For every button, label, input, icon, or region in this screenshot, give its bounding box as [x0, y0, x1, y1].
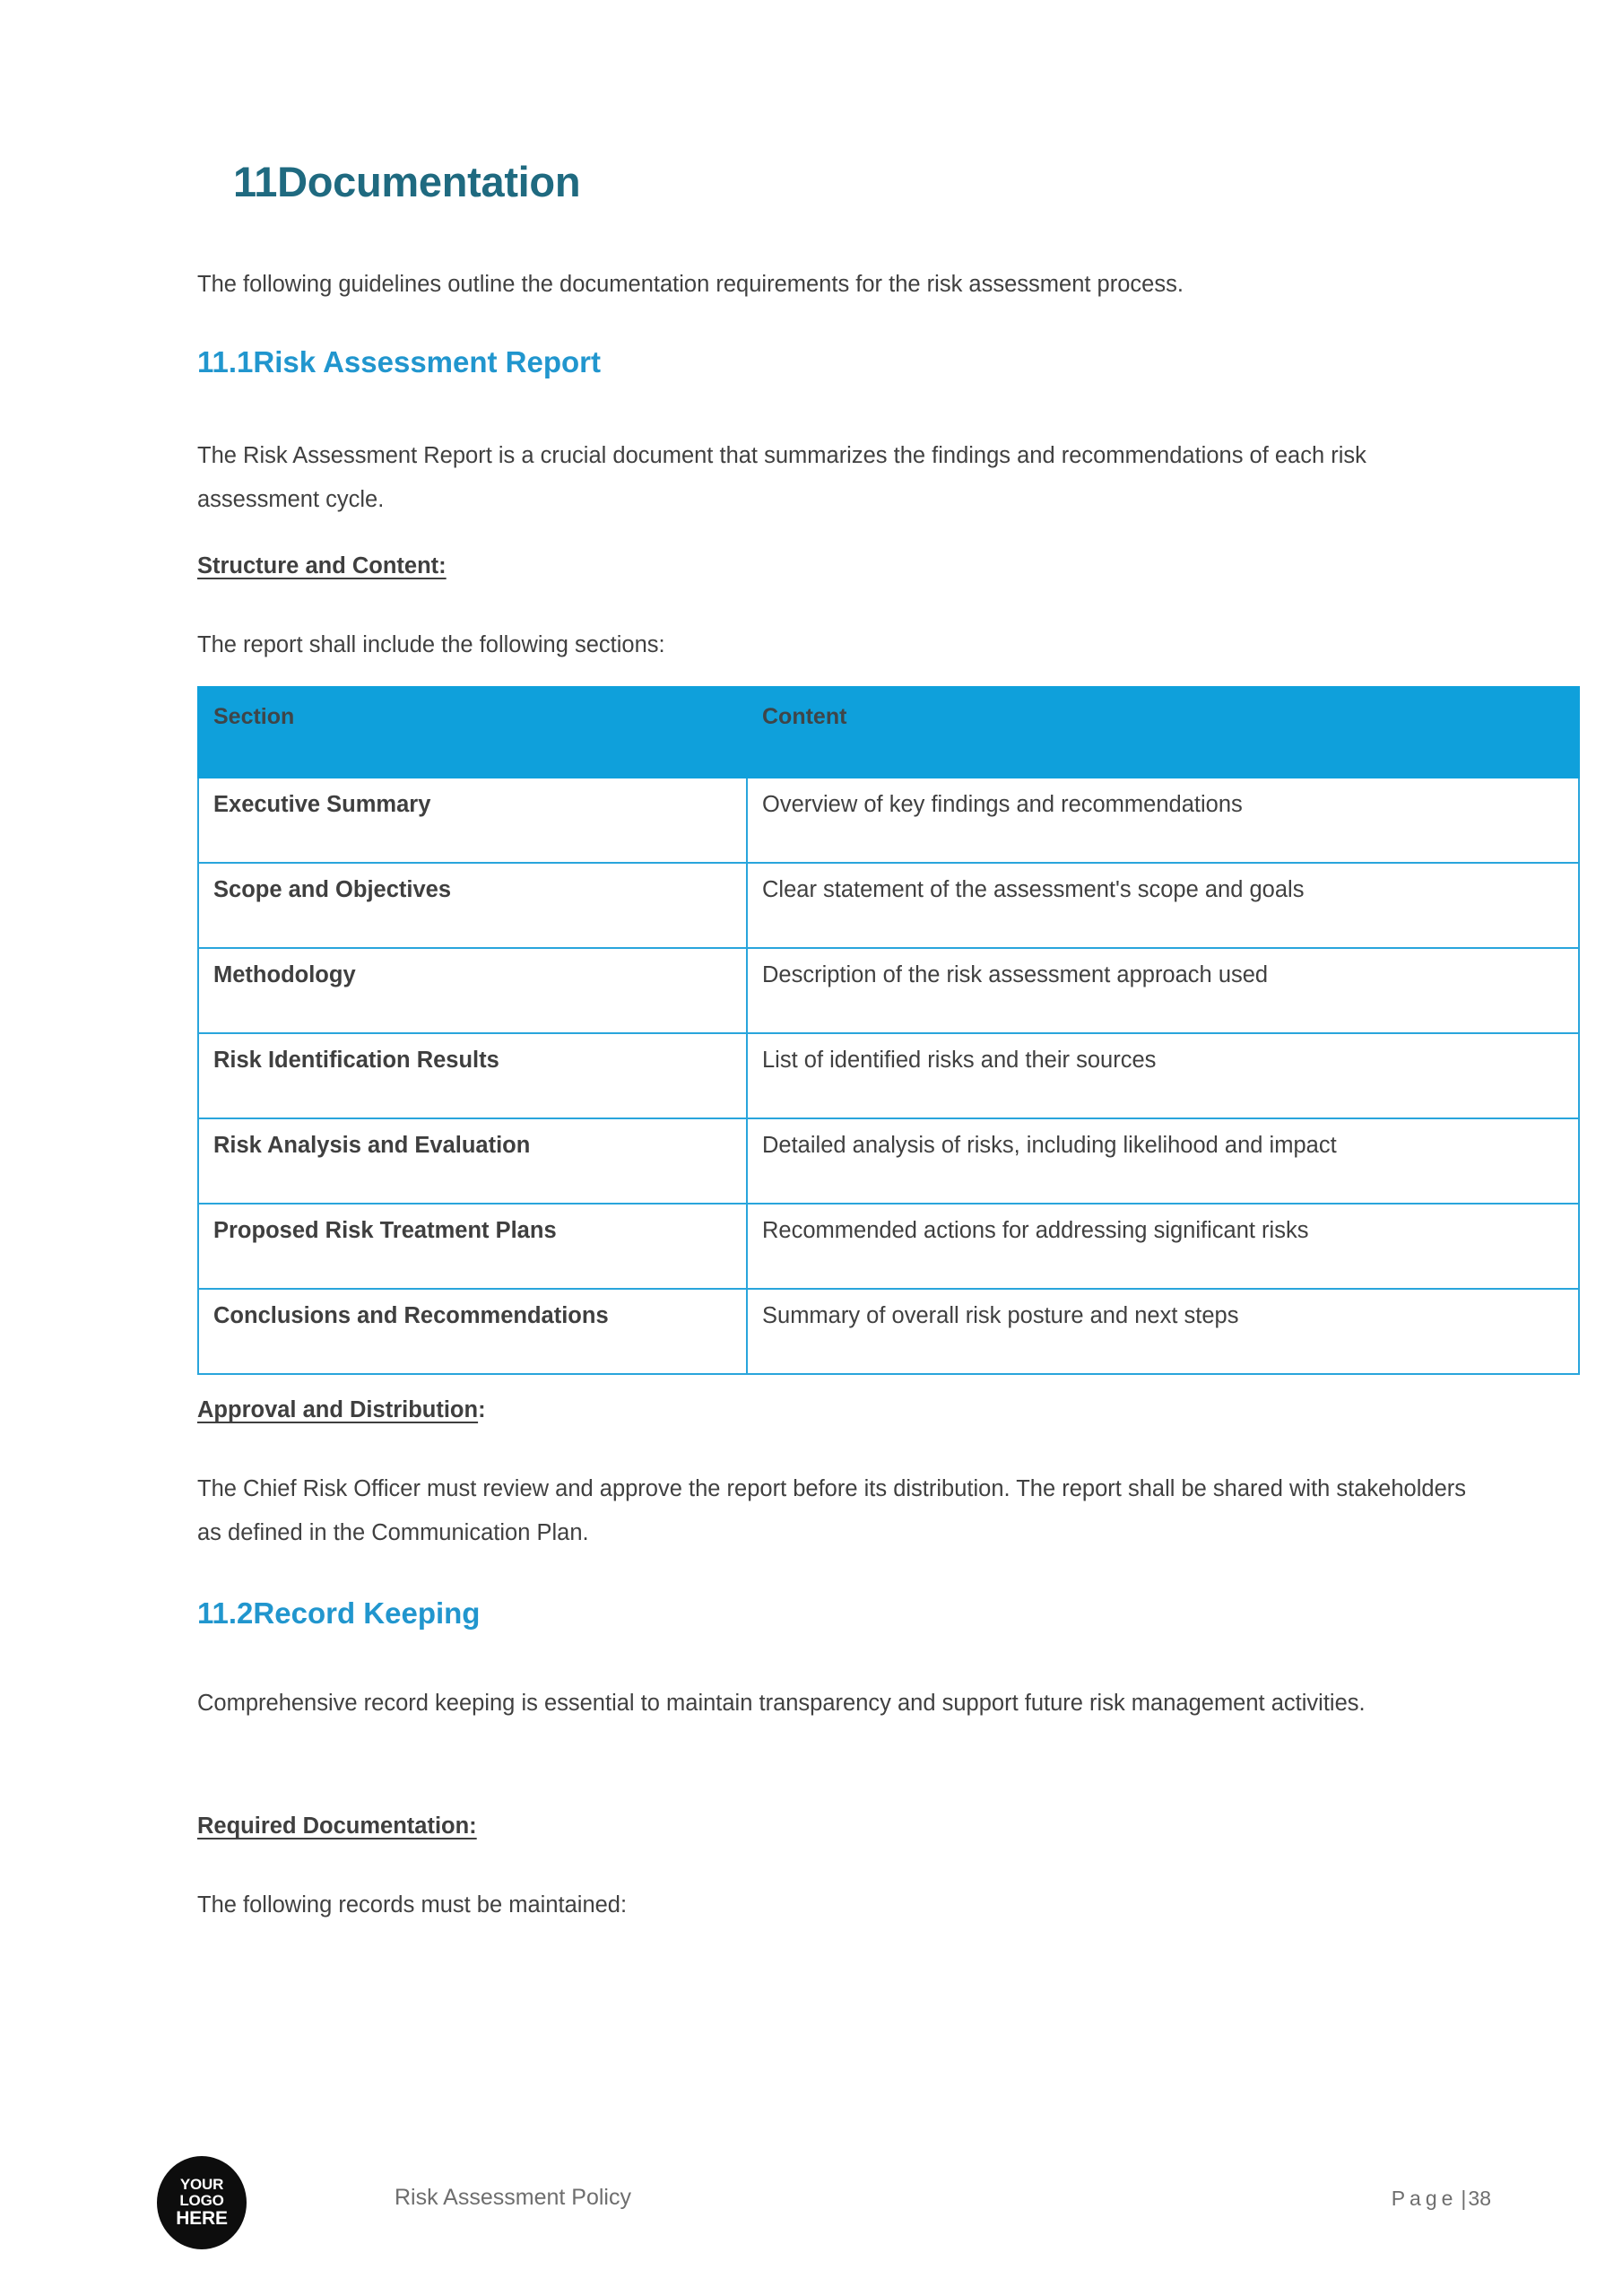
footer-page-number [1392, 2187, 1491, 2211]
table-header-content: Content [747, 687, 1579, 778]
required-documentation-label: Required Documentation: [197, 1813, 477, 1839]
table-cell-content: Overview of key findings and recommendations [747, 778, 1579, 863]
table-cell-content: List of identified risks and their sources [747, 1033, 1579, 1118]
section-11-2-paragraph: Comprehensive record keeping is essential to maintain transparency and support future risk management activities. [197, 1691, 1366, 1716]
table-header-section: Section [198, 687, 747, 778]
section-11-1-paragraph: The Risk Assessment Report is a crucial document that summarizes the findings and recommendations of each risk assessment cycle. [197, 443, 1366, 512]
footer-document-title: Risk Assessment Policy [395, 2185, 631, 2210]
section-heading-11-2-text: Record Keeping [253, 1596, 481, 1630]
sections-intro-paragraph: The report shall include the following sections: [197, 632, 665, 657]
table-header-row [198, 687, 1579, 778]
page-title-number: 11 [233, 158, 278, 205]
table-row [198, 1118, 1579, 1204]
section-heading-11-1-number: 11.1 [197, 345, 254, 378]
table-row [198, 1289, 1579, 1374]
table-cell-section: Proposed Risk Treatment Plans [198, 1204, 747, 1289]
table-row [198, 1204, 1579, 1289]
logo-line-2: LOGO [179, 2191, 224, 2209]
table-cell-section: Methodology [198, 948, 747, 1033]
table-row [198, 1033, 1579, 1118]
table-row [198, 778, 1579, 863]
table-cell-content: Detailed analysis of risks, including likelihood and impact [747, 1118, 1579, 1204]
intro-paragraph: The following guidelines outline the documentation requirements for the risk assessment process. [197, 272, 1184, 297]
table-row [198, 863, 1579, 948]
footer-page-value: 38 [1468, 2187, 1491, 2210]
footer-page-word: Page [1391, 2187, 1458, 2210]
logo-placeholder-icon [157, 2156, 247, 2249]
table-row [198, 948, 1579, 1033]
table-cell-content: Clear statement of the assessment's scope and goals [747, 863, 1579, 948]
approval-and-distribution-label: Approval and Distribution: [197, 1397, 486, 1422]
footer-page-separator: | [1461, 2187, 1467, 2210]
logo-line-3: HERE [176, 2207, 228, 2229]
table-cell-section: Scope and Objectives [198, 863, 747, 948]
logo-line-1: YOUR [179, 2175, 224, 2193]
table-cell-section: Executive Summary [198, 778, 747, 863]
page-footer [0, 2152, 1622, 2260]
table-cell-section: Conclusions and Recommendations [198, 1289, 747, 1374]
records-intro-paragraph: The following records must be maintained: [197, 1892, 628, 1918]
report-sections-table-wrapper [197, 686, 1578, 1375]
section-heading-11-2 [197, 1596, 480, 1631]
table-cell-content: Description of the risk assessment approach used [747, 948, 1579, 1033]
table-cell-content: Summary of overall risk posture and next steps [747, 1289, 1579, 1374]
report-sections-table [197, 686, 1580, 1375]
section-heading-11-1-text: Risk Assessment Report [253, 345, 602, 378]
structure-and-content-label: Structure and Content: [197, 553, 447, 578]
table-cell-section: Risk Identification Results [198, 1033, 747, 1118]
section-heading-11-2-number: 11.2 [197, 1596, 254, 1630]
section-heading-11-1 [197, 345, 601, 379]
table-cell-section: Risk Analysis and Evaluation [198, 1118, 747, 1204]
table-cell-content: Recommended actions for addressing significant risks [747, 1204, 1579, 1289]
page-title-text: Documentation [277, 158, 581, 205]
approval-label-suffix: : [478, 1397, 486, 1422]
page-title [233, 157, 580, 206]
approval-paragraph: The Chief Risk Officer must review and approve the report before its distribution. The report shall be shared with stakeholders as defined in the Communication Plan. [197, 1476, 1467, 1545]
